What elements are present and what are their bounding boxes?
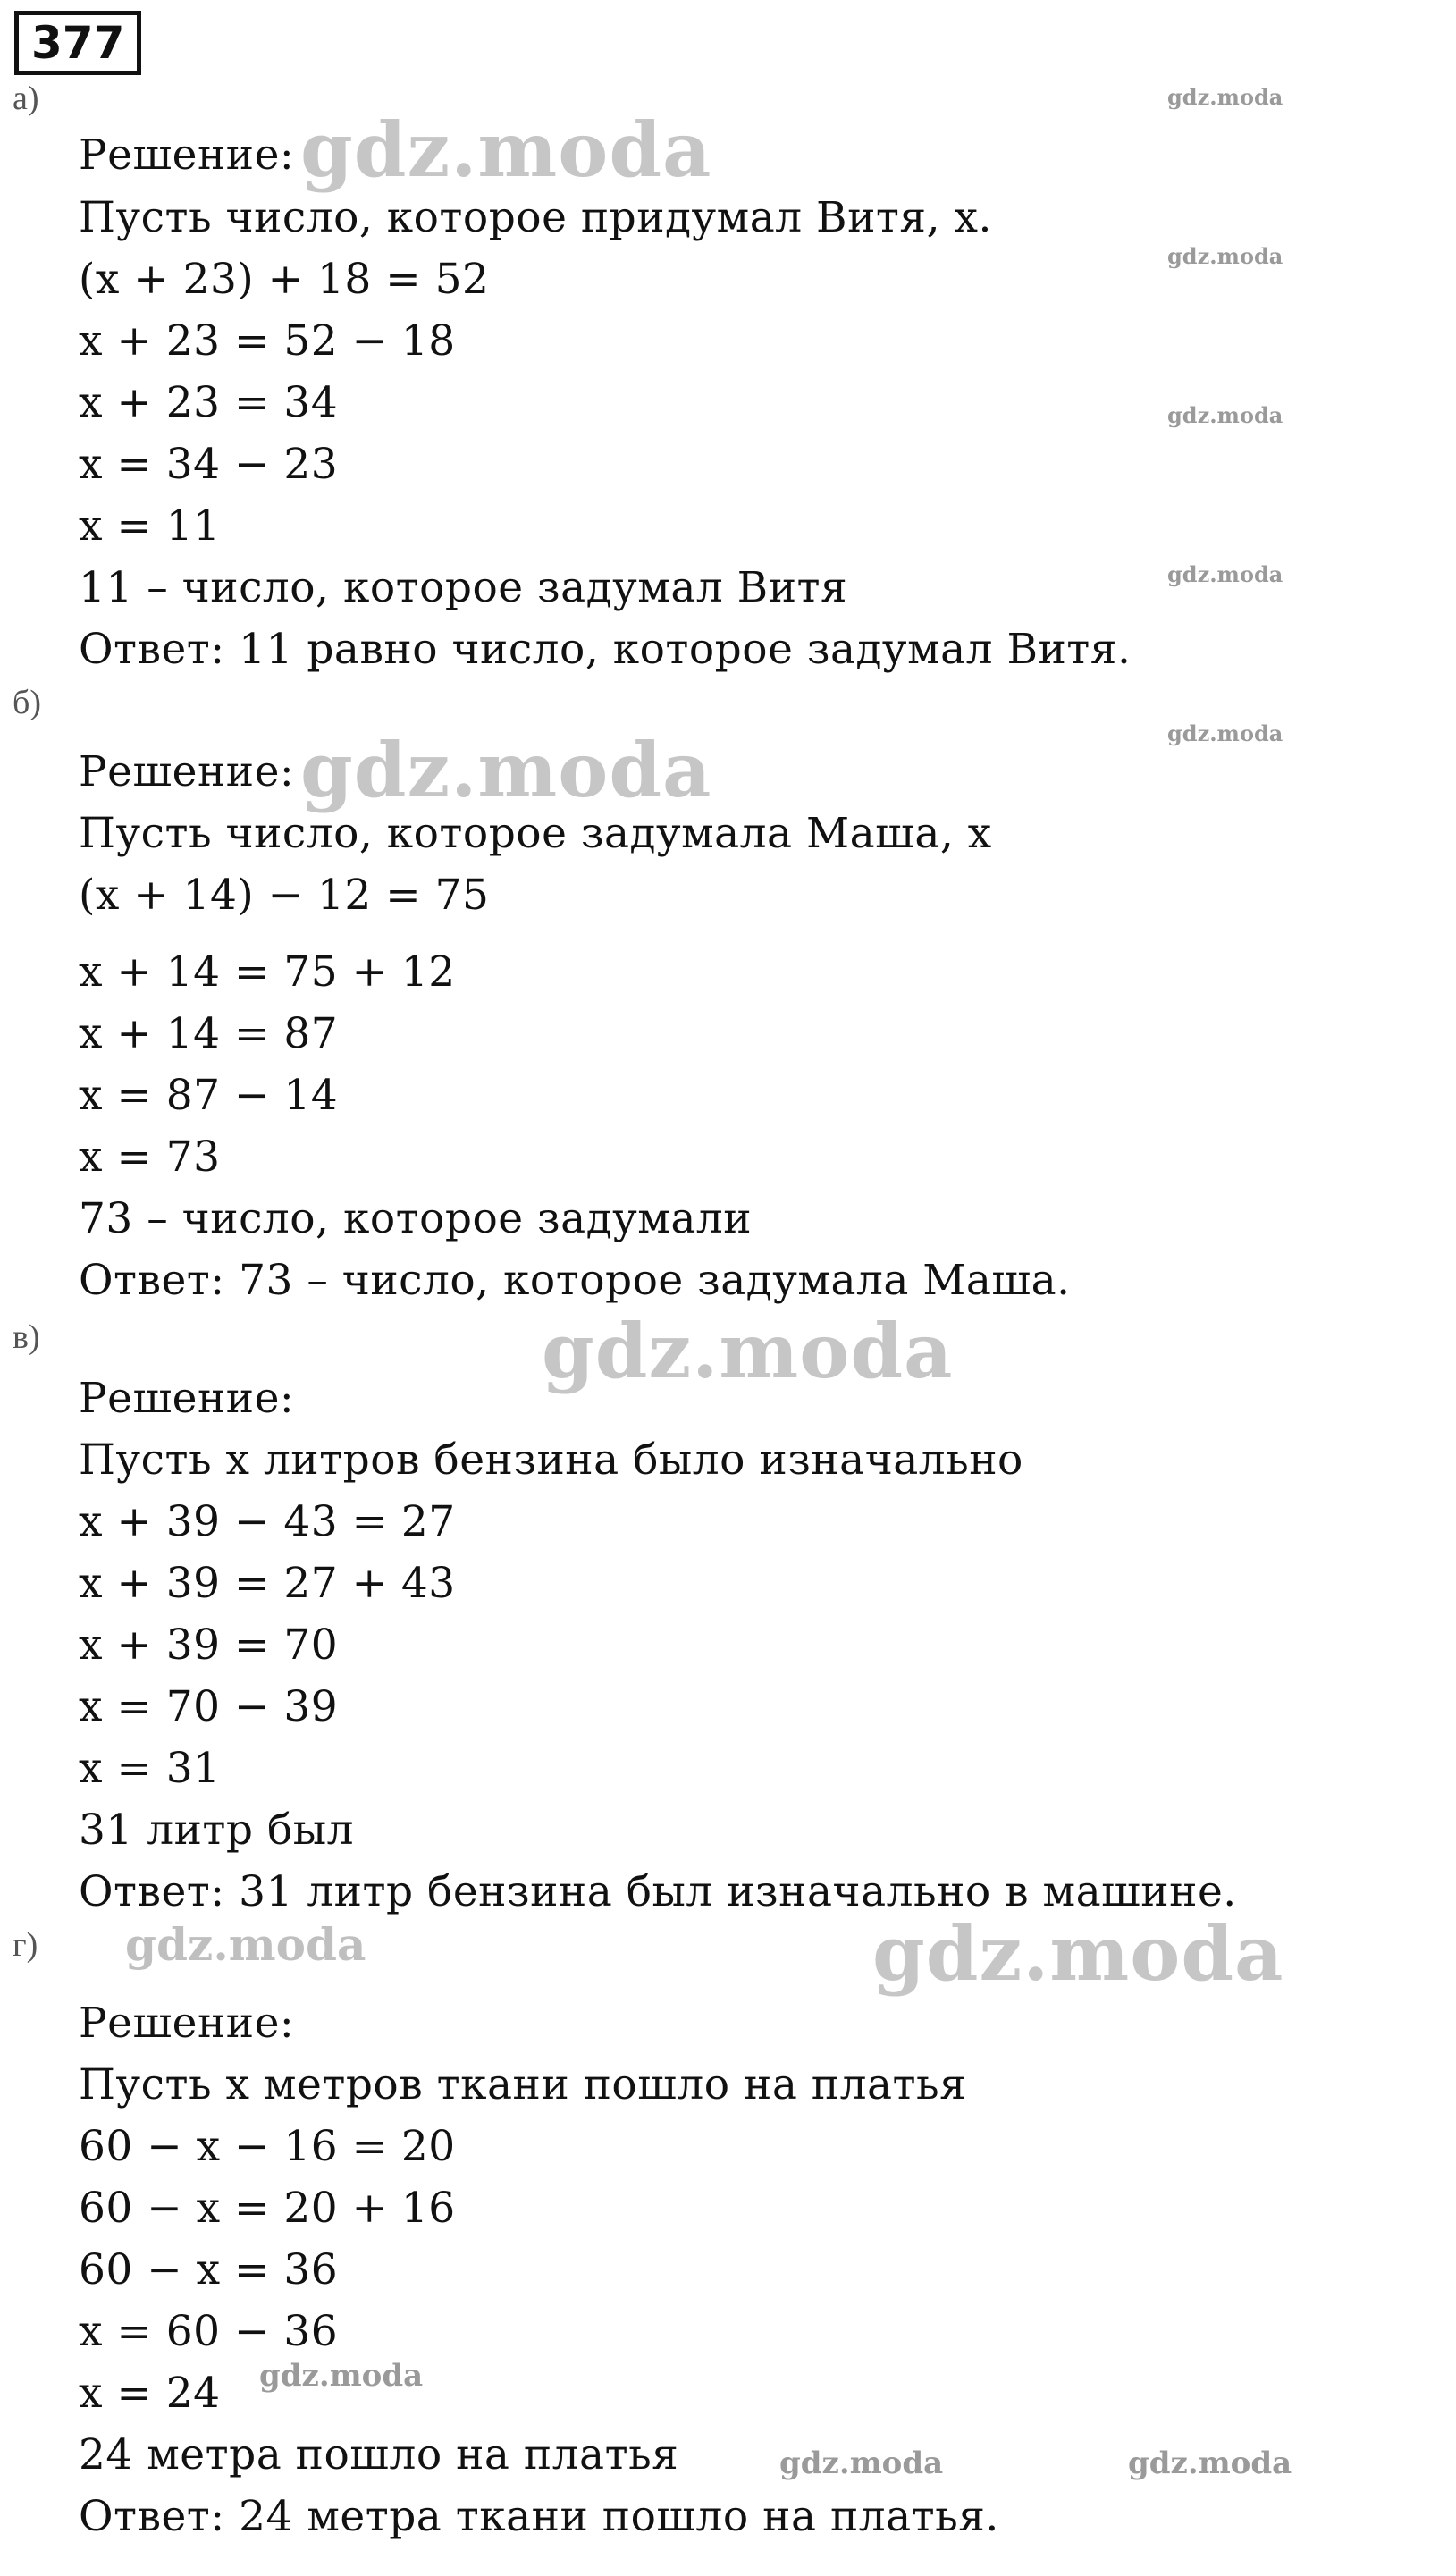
watermark: gdz.moda bbox=[300, 726, 712, 814]
section-a-line-7: x = 11 bbox=[79, 501, 221, 551]
section-g-line-8: 24 метра пошло на платья bbox=[79, 2430, 679, 2479]
watermark: gdz.moda bbox=[300, 105, 712, 194]
section-b-line-1: Решение: bbox=[79, 747, 295, 796]
watermark: gdz.moda bbox=[1167, 402, 1283, 428]
task-number: 377 bbox=[14, 11, 141, 75]
section-v-line-4: x + 39 = 27 + 43 bbox=[79, 1559, 456, 1608]
section-b-line-3: (x + 14) − 12 = 75 bbox=[79, 871, 490, 920]
watermark: gdz.moda bbox=[125, 1918, 366, 1971]
section-v-line-6: x = 70 − 39 bbox=[79, 1682, 339, 1731]
watermark: gdz.moda bbox=[872, 1909, 1284, 1998]
section-g-line-3: 60 − x − 16 = 20 bbox=[79, 2122, 456, 2171]
section-b-line-8: 73 – число, которое задумали bbox=[79, 1194, 753, 1243]
section-v-line-3: x + 39 − 43 = 27 bbox=[79, 1497, 456, 1546]
section-a-line-9: Ответ: 11 равно число, которое задумал Витя. bbox=[79, 625, 1132, 674]
section-g-line-2: Пусть x метров ткани пошло на платья bbox=[79, 2060, 967, 2109]
section-g-line-1: Решение: bbox=[79, 1999, 295, 2048]
section-label-a: а) bbox=[13, 80, 39, 117]
section-label-v: в) bbox=[13, 1318, 40, 1356]
section-b-line-6: x = 87 − 14 bbox=[79, 1071, 339, 1120]
section-label-g: г) bbox=[13, 1926, 38, 1964]
section-b-line-5: x + 14 = 87 bbox=[79, 1009, 339, 1058]
watermark: gdz.moda bbox=[779, 2446, 944, 2481]
section-v-line-9: Ответ: 31 литр бензина был изначально в машине. bbox=[79, 1867, 1237, 1916]
section-v-line-2: Пусть x литров бензина было изначально bbox=[79, 1435, 1023, 1485]
section-a-line-5: x + 23 = 34 bbox=[79, 378, 339, 427]
section-v-line-7: x = 31 bbox=[79, 1744, 221, 1793]
watermark: gdz.moda bbox=[259, 2358, 424, 2394]
section-g-line-5: 60 − x = 36 bbox=[79, 2245, 339, 2294]
watermark: gdz.moda bbox=[1167, 561, 1283, 587]
section-a-line-4: x + 23 = 52 − 18 bbox=[79, 316, 456, 366]
watermark: gdz.moda bbox=[1167, 84, 1283, 110]
watermark: gdz.moda bbox=[1128, 2446, 1292, 2481]
section-b-line-7: x = 73 bbox=[79, 1132, 221, 1182]
watermark: gdz.moda bbox=[1167, 720, 1283, 746]
watermark: gdz.moda bbox=[1167, 243, 1283, 269]
section-g-line-4: 60 − x = 20 + 16 bbox=[79, 2184, 456, 2233]
section-v-line-8: 31 литр был bbox=[79, 1806, 355, 1855]
watermark: gdz.moda bbox=[542, 1307, 954, 1395]
section-a-line-6: x = 34 − 23 bbox=[79, 440, 339, 489]
section-b-line-2: Пусть число, которое задумала Маша, x bbox=[79, 809, 992, 858]
section-v-line-5: x + 39 = 70 bbox=[79, 1621, 339, 1670]
section-v-line-1: Решение: bbox=[79, 1374, 295, 1423]
section-g-line-7: x = 24 bbox=[79, 2369, 221, 2418]
section-b-line-4: x + 14 = 75 + 12 bbox=[79, 947, 456, 997]
section-a-line-1: Решение: bbox=[79, 130, 295, 180]
section-a-line-8: 11 – число, которое задумал Витя bbox=[79, 563, 848, 612]
section-g-line-9: Ответ: 24 метра ткани пошло на платья. bbox=[79, 2492, 999, 2541]
section-g-line-6: x = 60 − 36 bbox=[79, 2307, 339, 2356]
section-a-line-2: Пусть число, которое придумал Витя, x. bbox=[79, 193, 992, 242]
section-b-line-9: Ответ: 73 – число, которое задумала Маша. bbox=[79, 1256, 1071, 1305]
section-label-b: б) bbox=[13, 684, 41, 721]
section-a-line-3: (x + 23) + 18 = 52 bbox=[79, 255, 490, 304]
